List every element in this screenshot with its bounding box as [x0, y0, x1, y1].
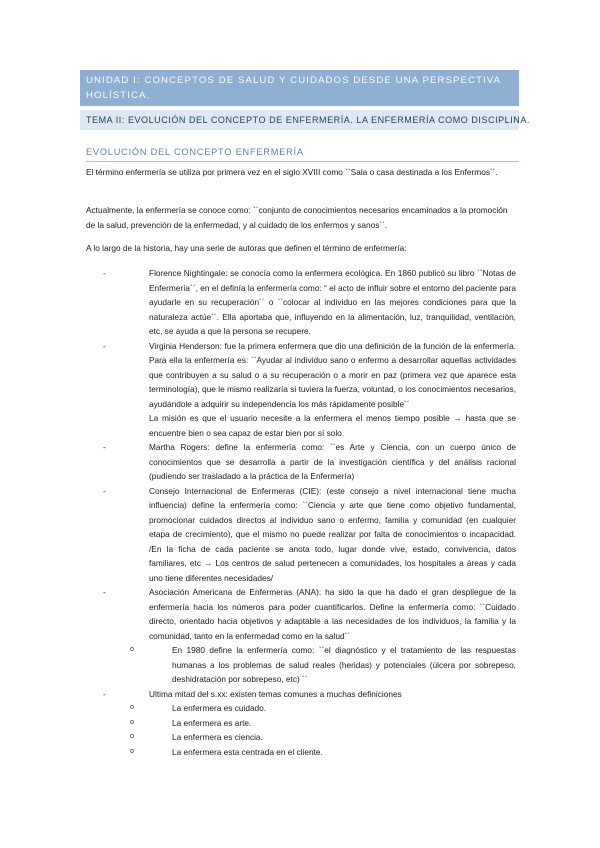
- bullet-marker: o: [130, 747, 134, 755]
- dash-marker: -: [103, 688, 106, 699]
- authors-paragraph: A lo largo de la historia, hay una serie de autoras que definen el término de enfermería:: [86, 243, 407, 253]
- list-item-text: Martha Rogers: define la enfermería como: ``es Arte y Ciencia, con un cuerpo único de conocimientos que se desarrolla a partir de la investigación científica y del análisis racional (pudiendo ser trasladado a la práctica de la Enfermería): [149, 442, 516, 481]
- sub-list-item-text: La enfermera es cuidado.: [172, 703, 267, 713]
- dash-marker: -: [103, 340, 106, 351]
- dash-marker: -: [103, 268, 106, 278]
- sub-list-item: [86, 745, 516, 760]
- dash-marker: -: [103, 485, 106, 496]
- sub-list-item: [86, 643, 516, 687]
- list-item: [86, 440, 516, 484]
- bullet-marker: o: [130, 646, 134, 653]
- sub-list-item: [86, 730, 516, 745]
- authors-list: [86, 266, 516, 759]
- list-item: [86, 266, 516, 339]
- list-item: [86, 585, 516, 643]
- list-item: [86, 484, 516, 586]
- list-item-text: Florence Nightingale: se conocía como la enfermera ecológica. En 1860 publicó su libro ``Notas de Enfermería´´, en el definía la enfermería como: “ el acto de influir sobre el entorno del paciente para ayudarle en su recuperación´´ o ``colocar al individuo en las mejores condiciones para que la naturaleza actúe´´. Ella aportaba que, influyendo en la alimentación, luz, tranquilidad, ventilación, etc, se ayuda a que la persona se recupere.: [149, 268, 516, 336]
- bullet-marker: o: [130, 718, 134, 726]
- list-item-text: Virginia Henderson: fue la primera enfermera que dio una definición de la función de la enfermería. Para ella la enfermería es: ``Ayudar al individuo sano o enfermo a desarrollar aquellas actividades que contribuyen a su salud o a su recuperación o a morir en paz (primera vez que aparece esta terminología), que le mismo realizaría si tuviera la fuerza, voluntad, o los conocimientos necesarios, ayudándole a adquirir su independencia los más rápidamente posible´´: [149, 340, 516, 409]
- sub-list-item: [86, 716, 516, 731]
- bullet-marker: o: [130, 733, 134, 740]
- dash-marker: -: [103, 587, 106, 597]
- unit-header: UNIDAD I: CONCEPTOS DE SALUD Y CUIDADOS DESDE UNA PERSPECTIVA HOLÍSTICA.: [80, 70, 519, 106]
- list-item-text: Consejo Internacional de Enfermeras (CIE): (este consejo a nivel internacional tiene mucha influencia) define la enfermería como: ``Ciencia y arte que tiene como objetivo fundamental, promocionar cuidados directos al individuo sano o enfermo, familia y comunidad (en cualquier etapa de crecimiento), que el mismo no puede realizar por falta de conocimientos o incapacidad. /En la ficha de cada paciente se anota todo, lugar donde vive, estado, convivencia, datos familiares, etc → Los centros de salud pertenecen a comunidades, los hospitales a áreas y cada uno tiene diferentes necesidades/: [149, 485, 516, 583]
- sub-list-item-text: La enfermera es ciencia.: [172, 732, 263, 742]
- sub-list-item-text: La enfermera esta centrada en el cliente.: [172, 746, 323, 757]
- section-title: EVOLUCIÓN DEL CONCEPTO ENFERMERÍA: [86, 147, 304, 157]
- sub-list-item-text: En 1980 define la enfermería como: ``el diagnóstico y el tratamiento de las respuestas humanas a los problemas de salud reales (heridas) y potenciales (úlcera por sobrepeso, deshidratación por sobrepeso, etc) ´´: [172, 645, 516, 684]
- list-item: [86, 687, 516, 702]
- list-item-text: Asociación Americana de Enfermeras (ANA): ha sido la que ha dado el gran despliegue de la enfermería hacia los números para poder cuantificarlos. Define la enfermería como: ``Cuidado directo, orientado hacia objetivos y adaptable a las necesidades de los individuos, la familia y la comunidad, tanto en la enfermedad como en la salud´´: [149, 587, 516, 641]
- list-item: [86, 339, 516, 412]
- sub-list-item: [86, 701, 516, 716]
- sub-list-item-text: La enfermera es arte.: [172, 717, 252, 728]
- section-divider: [86, 161, 519, 162]
- list-item-text: Ultima mitad del s.xx: existen temas comunes a muchas definiciones: [149, 688, 402, 699]
- topic-header: TEMA II: EVOLUCIÓN DEL CONCEPTO DE ENFERMERÍA. LA ENFERMERÍA COMO DISCIPLINA.: [80, 110, 519, 130]
- dash-marker: -: [103, 442, 106, 452]
- intro-paragraph: El término enfermería se utiliza por primera vez en el siglo XVIII como ``Sala o casa destinada a los Enfermos´´.: [86, 167, 498, 177]
- list-item-note: La misión es que el usuario necesite a la enfermera el menos tiempo posible → hasta que se encuentre bien o sea capaz de estar bien por sí solo.: [149, 413, 516, 438]
- bullet-marker: o: [130, 704, 134, 711]
- definition-paragraph: Actualmente, la enfermería se conoce como: ``conjunto de conocimientos necesarios encaminados a la promoción de la salud, prevención de la enfermedad, y al cuidado de los enfermos y sanos´´.: [86, 205, 508, 230]
